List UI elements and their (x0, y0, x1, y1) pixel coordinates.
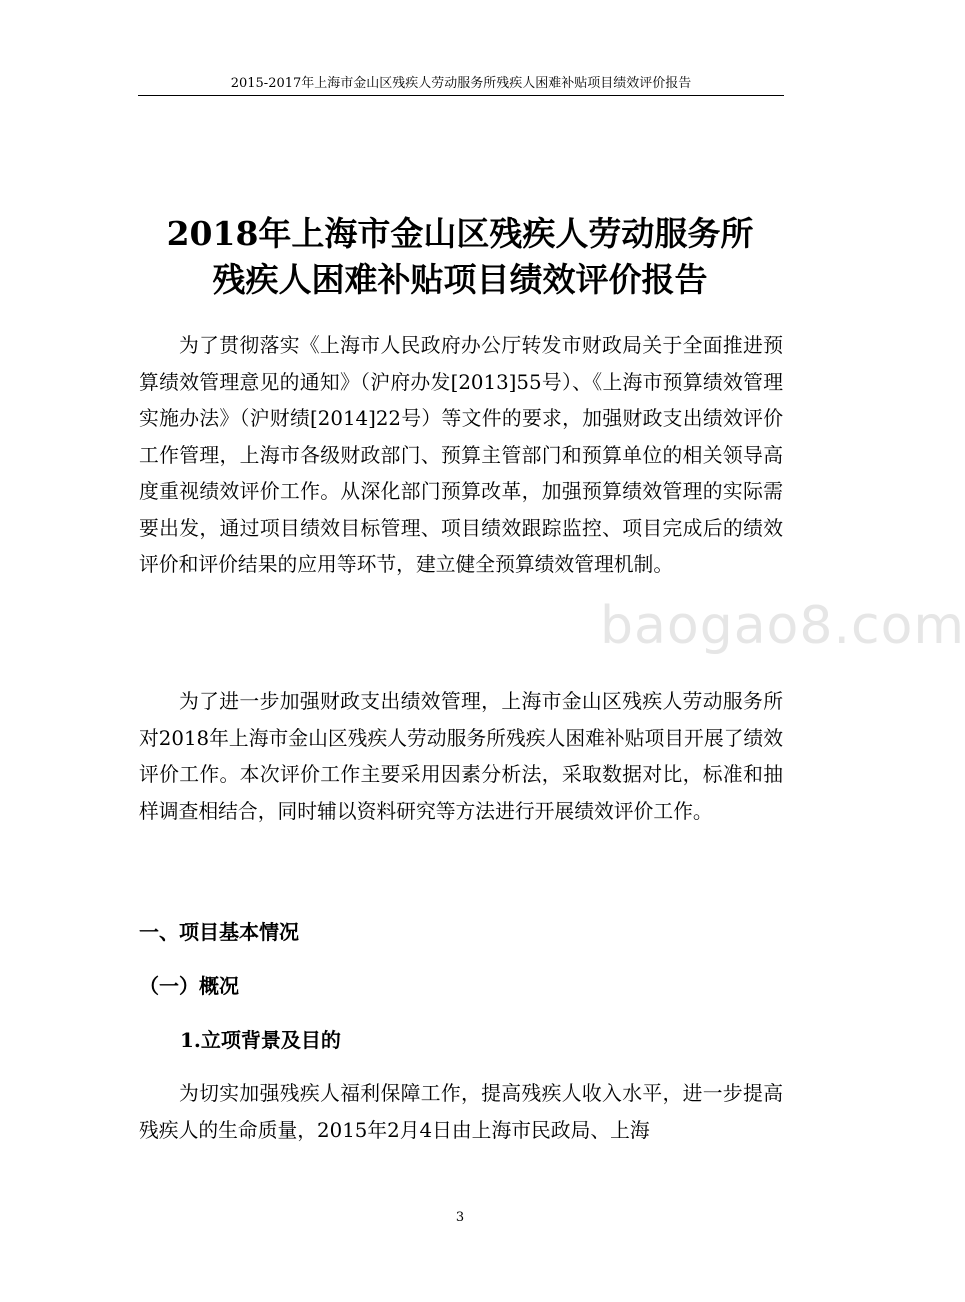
running-header: 2015-2017年上海市金山区残疾人劳动服务所残疾人困难补贴项目绩效评价报告 (230, 76, 692, 91)
watermark: baogao8.com (600, 596, 965, 656)
section-heading-project-overview: 一、项目基本情况 (139, 920, 299, 944)
body-paragraph-1: 为了贯彻落实《上海市人民政府办公厅转发市财政局关于全面推进预算绩效管理意见的通知》（沪府办发[2013]55号）、《上海市预算绩效管理实施办法》（沪财绩[2014]22号）等文件的要求，加强财政支出绩效评价工作管理，上海市各级财政部门、预算主管部门和预算单位的相关领导高度重视绩效评价工作。从深化部门预算改革，加强预算绩效管理的实际需要出发，通过项目绩效目标管理、项目绩效跟踪监控、项目完成后的绩效评价和评价结果的应用等环节，建立健全预算绩效管理机制。 (139, 334, 783, 576)
page-number: 3 (455, 1210, 465, 1225)
document-title-line-2: 残疾人困难补贴项目绩效评价报告 (212, 260, 708, 299)
body-paragraph-3: 为切实加强残疾人福利保障工作，提高残疾人收入水平，进一步提高残疾人的生命质量，2015年2月4日由上海市民政局、上海 (139, 1082, 783, 1142)
header-divider (138, 95, 784, 96)
item-heading-background-purpose: 1.立项背景及目的 (180, 1028, 341, 1052)
body-paragraph-2: 为了进一步加强财政支出绩效管理，上海市金山区残疾人劳动服务所对2018年上海市金山区残疾人劳动服务所残疾人困难补贴项目开展了绩效评价工作。本次评价工作主要采用因素分析法，采取数据对比，标准和抽样调查相结合，同时辅以资料研究等方法进行开展绩效评价工作。 (139, 690, 783, 823)
subsection-heading-general: （一）概况 (139, 974, 239, 998)
document-title-line-1: 2018年上海市金山区残疾人劳动服务所 (166, 214, 754, 253)
